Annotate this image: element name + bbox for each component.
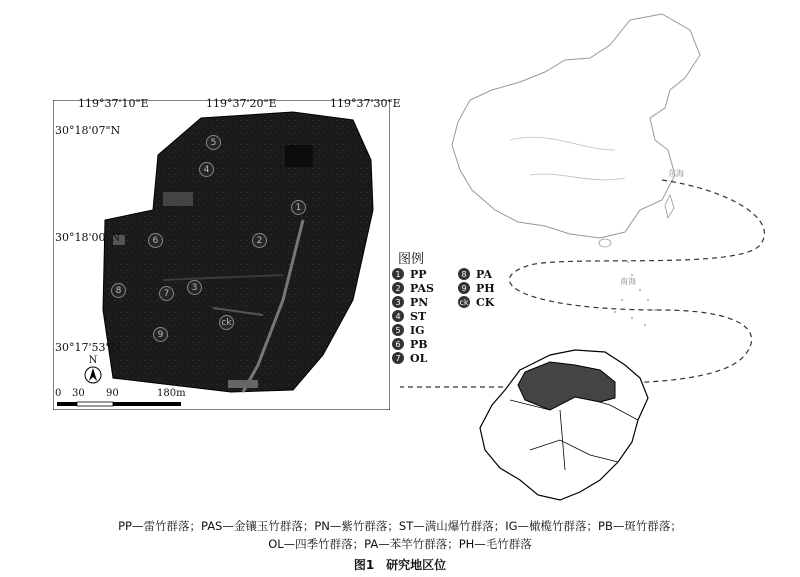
legend-marker: 4 <box>392 310 404 322</box>
lat-label: 30°18'00"N <box>55 231 121 244</box>
legend-code: ST <box>410 309 427 323</box>
site-marker: 3 <box>187 280 202 295</box>
north-arrow <box>84 355 102 388</box>
lon-label: 119°37'30"E <box>330 97 401 110</box>
legend-marker: 3 <box>392 296 404 308</box>
legend-code: PAS <box>410 281 434 295</box>
scale-tick-label: 90 <box>106 388 119 399</box>
legend-marker: 5 <box>392 324 404 336</box>
lon-label: 119°37'20"E <box>206 97 277 110</box>
satellite-image <box>53 100 390 410</box>
site-marker: ck <box>219 315 234 330</box>
lon-label: 119°37'10"E <box>78 97 149 110</box>
scale-bar <box>55 388 185 410</box>
legend-code: PN <box>410 295 429 309</box>
legend-marker: 9 <box>458 282 470 294</box>
scale-tick-label: 180m <box>157 388 186 399</box>
legend-marker: 2 <box>392 282 404 294</box>
location-maps <box>400 0 800 520</box>
north-arrow-icon <box>84 366 102 384</box>
sea-label: 东海 <box>668 169 684 178</box>
site-marker: 6 <box>148 233 163 248</box>
sea-label: 南海 <box>620 277 636 286</box>
legend-marker: 6 <box>392 338 404 350</box>
caption-line-1: PP—雷竹群落；PAS—金镶玉竹群落；PN—紫竹群落；ST—满山爆竹群落；IG—橄榄竹群落；PB—斑竹群落； <box>118 519 682 533</box>
legend-marker: 1 <box>392 268 404 280</box>
legend-code: OL <box>410 351 428 365</box>
legend-code: PH <box>476 281 495 295</box>
site-marker: 4 <box>199 162 214 177</box>
north-label: N <box>88 355 98 366</box>
satellite-map <box>53 100 390 410</box>
scale-tick-label: 30 <box>72 388 85 399</box>
scale-tick-label: 0 <box>55 388 62 399</box>
site-marker: 2 <box>252 233 267 248</box>
scale-bar-graphic <box>55 401 183 407</box>
figure-title: 图1 研究地区位 <box>353 558 447 572</box>
legend-code: CK <box>476 295 495 309</box>
legend-marker: ck <box>459 297 469 307</box>
legend-title: 图例 <box>398 252 425 267</box>
site-marker: 9 <box>153 327 168 342</box>
site-marker: 8 <box>111 283 126 298</box>
site-marker: 5 <box>206 135 221 150</box>
china-outline <box>452 14 700 238</box>
legend-code: PP <box>410 267 427 281</box>
site-marker: 7 <box>159 286 174 301</box>
caption-line-2: OL—四季竹群落；PA—苯竿竹群落；PH—毛竹群落 <box>268 537 532 551</box>
legend-marker: 8 <box>458 268 470 280</box>
lat-label: 30°18'07"N <box>55 124 121 137</box>
legend-code: IG <box>410 323 425 337</box>
legend-code: PA <box>476 267 493 281</box>
legend-marker: 7 <box>392 352 404 364</box>
legend-code: PB <box>410 337 428 351</box>
site-marker: 1 <box>291 200 306 215</box>
lat-label: 30°17'53"N <box>55 341 121 354</box>
